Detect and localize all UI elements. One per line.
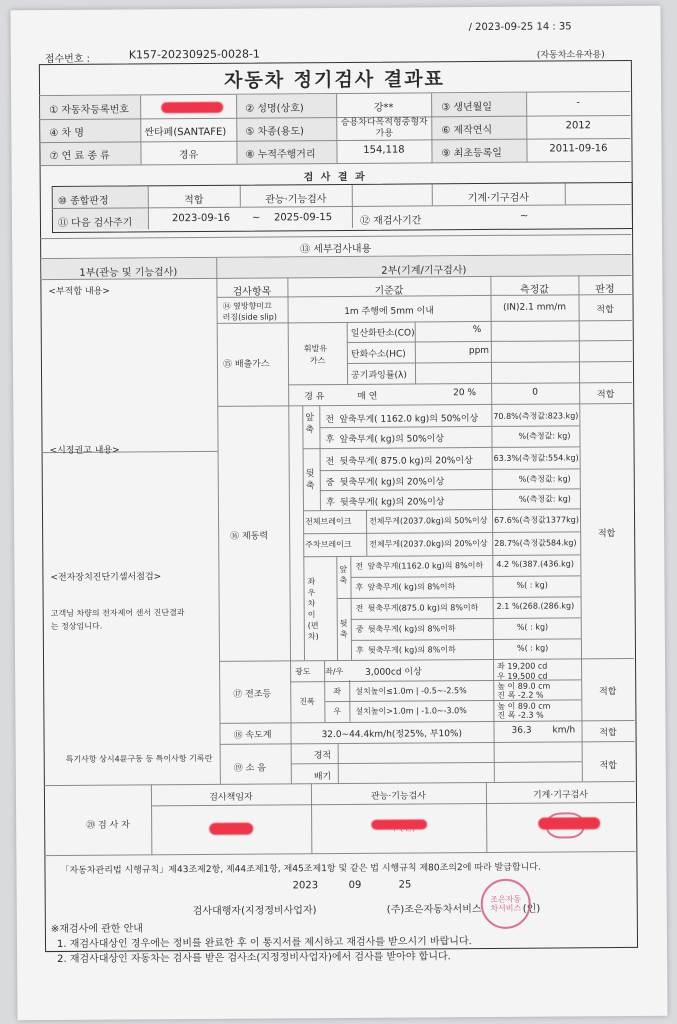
noise-label: ⑲ 소 음 <box>233 763 266 774</box>
side-slip-standard: 1m 주행에 5mm 이내 <box>344 306 435 317</box>
part1-title: 1부(관능 및 기능검사) <box>79 267 178 279</box>
aim-right-label: 우 <box>333 706 342 717</box>
seal-text: 조은자동차서비스 <box>490 894 522 913</box>
brake-rear-rear-std: 뒷축무게( kg)의 20%이상 <box>339 497 445 508</box>
diff-rear-front-pos: 전 <box>355 603 364 613</box>
page-title: 자동차 정기검사 결과표 <box>224 68 445 92</box>
speedometer-standard: 32.0~44.4km/h(정25%, 부10%) <box>321 729 463 741</box>
birth-label: ③ 생년월일 <box>441 101 493 114</box>
brake-front-rear-pos: 후 <box>325 435 335 446</box>
total-brake-measure: 67.6%(측정값1377kg) <box>494 515 580 525</box>
park-brake-label: 주차브레이크 <box>305 539 352 550</box>
total-brake-std: 전체무게(2037.0kg)의 50%이상 <box>369 515 488 526</box>
volatile-label-1: 휘발유 <box>303 344 328 354</box>
result-section-title: 검 사 결 과 <box>303 171 367 184</box>
func-inspector-label: 관능·기능검사 <box>370 791 427 802</box>
park-brake-std: 전체무게(2037.0kg)의 20%이상 <box>369 538 488 549</box>
headlight-label: ⑰ 전조등 <box>233 689 272 700</box>
col-standard-header: 기준값 <box>374 285 404 297</box>
fail-content-label: <부적합 내용> <box>48 286 110 298</box>
issuer-seal-mark: (인) <box>522 903 541 915</box>
diag-text-1: 고객님 차량의 전자제어 센서 진단결과 <box>50 608 185 619</box>
brake-front-rear-std: 앞축무게( kg)의 50%이상 <box>339 434 445 445</box>
aim-left-amplitude: 진 폭 -2.2 % <box>497 690 544 700</box>
reg-no-label: ① 자동차등록번호 <box>49 104 129 117</box>
inspector-label: ⑳ 검 사 자 <box>86 820 130 831</box>
luminance-standard: 3,000cd 이상 <box>365 667 422 678</box>
func-inspection-label: 관능·기능검사 <box>265 194 327 206</box>
legal-basis-text: 「자동차관리법 시행규칙」제43조제2항, 제44조제1항, 제45조제1항 및 같은 법 시행규칙 제80조의2에 따라 발급합니다. <box>60 862 541 876</box>
owner-value: 강** <box>373 102 394 114</box>
air-ratio-label: 공기과잉률(λ) <box>351 370 407 381</box>
park-brake-measure: 28.7%(측정값584.kg) <box>494 538 577 548</box>
brake-front-rear-measure: %(측정값: kg) <box>518 431 571 441</box>
first-reg-value: 2011-09-16 <box>549 143 608 155</box>
brake-front-measure: 70.8%(측정값:823.kg) <box>493 411 579 421</box>
issue-day: 25 <box>398 879 412 891</box>
fuel-label: ⑦ 연 료 종 류 <box>49 150 110 163</box>
notice-item-2: 2. 재검사대상인 자동차는 검사를 받은 검사소(지정정비사업자)에서 검사를 받아야 합니다. <box>57 951 451 965</box>
company-seal-icon <box>481 879 531 929</box>
next-period-tilde: ~ <box>251 212 261 224</box>
luminance-label: 광도 <box>295 667 311 677</box>
aim-label: 진폭 <box>299 697 315 707</box>
smoke-standard: 20 % <box>453 388 477 399</box>
notice-title: ※재검사에 관한 안내 <box>50 923 143 936</box>
reinspect-label: ⑫ 재검사기간 <box>359 215 422 227</box>
mileage-label: ⑧ 누적주행거리 <box>245 149 316 161</box>
aim-left-standard: 설치높이≤1.0m | -0.5~-2.5% <box>355 686 467 696</box>
receipt-number: K157-20230925-0028-1 <box>128 47 260 62</box>
brake-rear-rear-measure: %(측정값: kg) <box>518 494 571 504</box>
next-period-from: 2023-09-16 <box>171 212 231 225</box>
brake-rear-mid-measure: %(측정값: kg) <box>518 474 571 484</box>
special-note-label: 특기사항 상시4륜구동 등 특이사항 기록란 <box>65 753 213 764</box>
aim-left-label: 좌 <box>333 686 342 697</box>
brake-front-std: 앞축무게( 1162.0 kg)의 50%이상 <box>339 414 479 425</box>
luminance-measure-left: 좌 19,200 cd <box>497 661 548 671</box>
speedometer-unit: km/h <box>552 725 576 736</box>
diff-rear-rear-measure: %( : kg) <box>516 643 549 653</box>
speedometer-measure: 36.3 <box>511 725 532 736</box>
luminance-measure-right: 우 19,500 cd <box>497 671 548 681</box>
print-timestamp: / 2023-09-25 14 : 35 <box>468 21 572 34</box>
side-slip-label-2: 러짐(side slip) <box>222 312 277 322</box>
part2-title: 2부(기계/기구검사) <box>381 265 467 277</box>
copy-type: (자동차소유자용) <box>536 50 605 61</box>
brake-rear-rear-pos: 후 <box>325 498 335 509</box>
brake-rear-front-measure: 63.3%(측정값:554.kg) <box>493 453 579 463</box>
birth-value: - <box>576 97 580 109</box>
smoke-label: 매 연 <box>357 391 378 402</box>
exhaust-label: 배기 <box>313 772 332 783</box>
noise-judge: 적합 <box>599 761 617 772</box>
aim-right-amplitude: 진 폭 -2.3 % <box>497 710 544 720</box>
aim-left-height: 높 이 89.0 cm <box>497 681 551 691</box>
remark-label: <시정권고 내용> <box>49 445 120 457</box>
notice-item-1: 1. 재검사대상인 경우에는 정비를 완료한 후 이 통지서를 제시하고 재검사를 받으시기 바랍니다. <box>56 936 472 950</box>
detail-section-title: ⑬ 세부검사내용 <box>300 243 372 256</box>
year-value: 2012 <box>565 120 592 132</box>
mech-inspector-label: 기계·기구검사 <box>532 790 589 801</box>
col-measure-header: 측정값 <box>519 284 549 296</box>
issue-month: 09 <box>348 879 362 891</box>
aim-right-height: 높 이 89.0 cm <box>497 701 551 711</box>
inspection-result-sheet <box>10 6 667 1021</box>
brake-rear-front-std: 뒷축무게( 875.0 kg)의 20%이상 <box>339 456 473 467</box>
overall-value: 적합 <box>184 194 204 207</box>
mech-inspection-label: 기계·기구검사 <box>467 192 529 205</box>
smoke-judge: 적합 <box>596 390 615 401</box>
first-reg-label: ⑨ 최초등록일 <box>441 147 502 160</box>
diff-front-rear-std: 앞축무게( kg)의 8%이하 <box>367 582 456 592</box>
redacted-func-inspector <box>371 819 427 829</box>
diesel-label: 경 유 <box>304 392 325 403</box>
diag-text-2: 는 정상입니다. <box>50 621 103 632</box>
redacted-mech-inspector <box>538 817 600 829</box>
lr-diff-label: 좌우차이(편차) <box>307 577 319 642</box>
diff-front-rear-pos: 후 <box>355 582 364 592</box>
side-slip-judge: 적합 <box>596 305 614 316</box>
lr-label: 좌/우 <box>325 666 344 677</box>
co-unit: % <box>472 325 482 336</box>
diff-rear-mid-std: 뒷축무게( kg)의 8%이하 <box>367 624 456 634</box>
chief-inspector-label: 검사책임자 <box>209 792 253 803</box>
brake-rear-mid-std: 뒷축무게( kg)의 20%이상 <box>339 477 445 488</box>
overall-label: ⑩ 종합판정 <box>57 195 109 207</box>
front-axle-label: 앞축 <box>305 413 315 436</box>
diff-front-axle-label: 앞축 <box>339 564 348 585</box>
diff-rear-front-std: 뒷축무게(875.0 kg)의 8%이하 <box>367 603 479 613</box>
diff-rear-rear-pos: 후 <box>355 645 364 655</box>
headlight-judge: 적합 <box>599 687 617 698</box>
model-label: ④ 차 명 <box>49 127 85 140</box>
brake-rear-mid-pos: 중 <box>325 478 335 489</box>
diff-rear-mid-pos: 중 <box>355 624 364 634</box>
total-brake-label: 전체브레이크 <box>305 516 352 527</box>
side-slip-label-1: ⑭ 옆방향미끄 <box>222 301 272 311</box>
volatile-label-2: 가스 <box>309 356 326 366</box>
col-item-header: 검사항목 <box>232 286 272 298</box>
brake-front-pos: 전 <box>325 415 335 426</box>
owner-label: ② 성명(상호) <box>245 103 304 115</box>
issuer-label: 검사대행자(지정정비사업자) <box>192 905 317 918</box>
reinspect-value: ~ <box>519 210 529 222</box>
diff-rear-front-measure: 2.1 %(268.(286.kg) <box>496 601 575 611</box>
aim-right-standard: 설치높이>1.0m | -1.0~-3.0% <box>355 706 467 716</box>
col-judge-header: 판정 <box>595 284 615 296</box>
brake-judge: 적합 <box>597 529 616 540</box>
hc-label: 탄화수소(HC) <box>350 349 406 360</box>
speedometer-label: ⑱ 속도계 <box>233 730 272 741</box>
side-slip-measure: (IN)2.1 mm/m <box>503 302 567 313</box>
diag-label: <전자장치진단기셀서점검> <box>50 572 162 584</box>
diff-front-std: 앞축무게(1162.0 kg)의 8%이하 <box>367 560 484 571</box>
speedometer-judge: 적합 <box>599 728 617 739</box>
next-period-label: ⑪ 다음 검사주기 <box>57 217 133 229</box>
mileage-value: 154,118 <box>363 144 405 156</box>
next-period-to: 2025-09-15 <box>273 212 333 224</box>
model-value: 싼타페(SANTAFE) <box>144 126 227 139</box>
co-label: 일산화탄소(CO) <box>350 328 415 339</box>
receipt-label: 접수번호 : <box>44 53 91 66</box>
redacted-chief-inspector <box>209 823 253 835</box>
type-label: ⑤ 차종(용도) <box>245 126 304 138</box>
diff-rear-rear-std: 뒷축무게( kg)의 8%이하 <box>367 645 456 655</box>
issue-year: 2023 <box>292 880 319 892</box>
diff-rear-mid-measure: %( : kg) <box>516 622 549 632</box>
redacted-reg-no <box>161 102 223 113</box>
hc-unit: ppm <box>468 345 490 357</box>
year-label: ⑥ 제작연식 <box>441 124 493 137</box>
type-value: 승용차다목적형중형자가용 <box>340 117 428 139</box>
issuer-name: (주)조은자동차서비스 <box>386 904 482 916</box>
diff-rear-axle-label: 뒷축 <box>339 618 348 639</box>
emission-label: ⑮ 배출가스 <box>222 359 270 370</box>
diff-front-measure: 4.2 %(387.(436.kg) <box>496 559 574 569</box>
rear-axle-label: 뒷축 <box>305 469 315 492</box>
horn-label: 경적 <box>313 751 332 762</box>
diff-front-pos: 전 <box>355 561 364 571</box>
fuel-value: 경유 <box>178 149 199 162</box>
diff-front-rear-measure: %( : kg) <box>516 580 548 590</box>
brake-label: ⑯ 제동력 <box>230 531 269 542</box>
brake-rear-front-pos: 전 <box>325 457 335 468</box>
smoke-measure: 0 <box>532 387 539 398</box>
